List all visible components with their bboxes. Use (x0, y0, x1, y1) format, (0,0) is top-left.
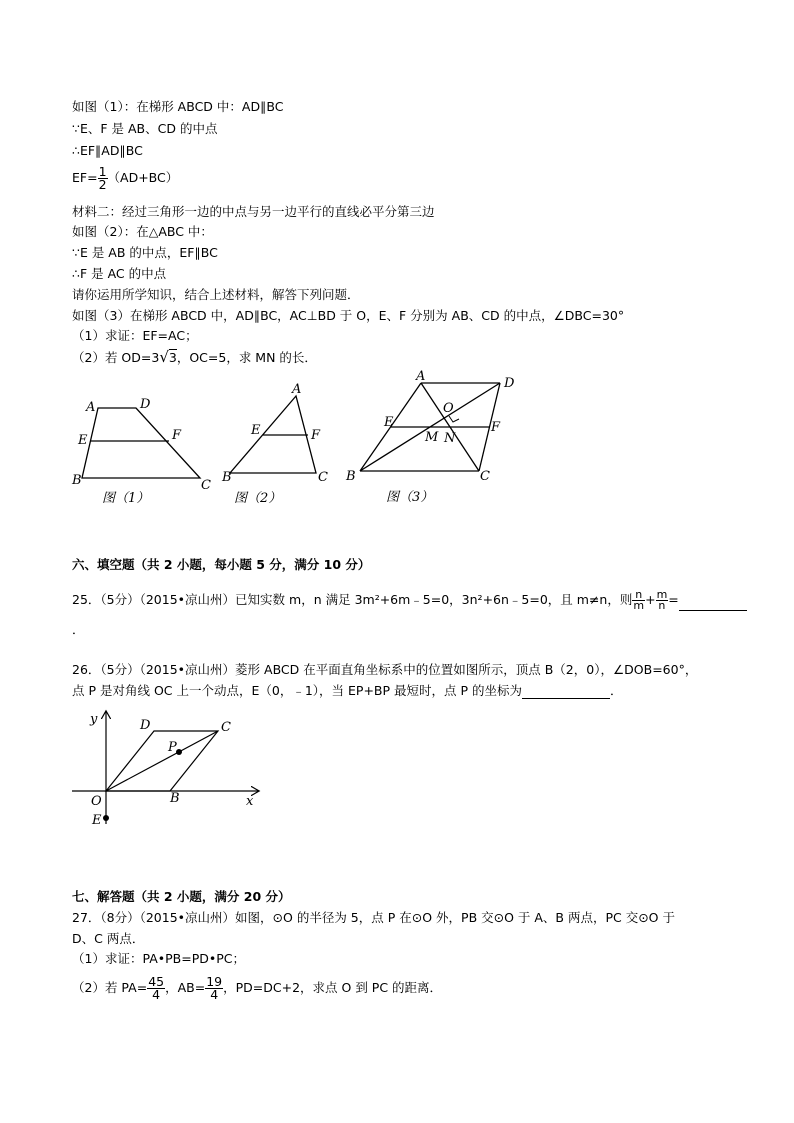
ef-label: EF= (72, 170, 98, 185)
label-m: M (425, 430, 439, 445)
q26-end: ． (610, 683, 623, 698)
caption-2: 图（2） (234, 491, 282, 506)
q26-text: 点 P 是对角线 OC 上一个动点，E（0，﹣1），当 EP+BP 最短时，点 P 的坐标为 (72, 683, 523, 698)
label-b: B (72, 473, 82, 488)
material-line-6: 如图（2）：在△ABC 中： (72, 224, 213, 239)
trapezoid-abcd (82, 408, 200, 478)
label-a: A (292, 382, 302, 397)
point-e (103, 815, 109, 821)
material-line-8: ∴F 是 AC 的中点 (72, 266, 167, 281)
label-f: F (311, 428, 321, 443)
material-line-9: 请你运用所学知识，结合上述材料，解答下列问题． (72, 287, 360, 302)
figure-1 (68, 392, 218, 510)
fraction-n-over-m: $\frac{n}{m}$ (633, 588, 645, 612)
plus-sign: + (645, 592, 656, 607)
label-b: B (222, 470, 232, 485)
caption-3: 图（3） (386, 490, 434, 505)
label-x: x (246, 794, 254, 809)
material-line-2: ∵E、F 是 AB、CD 的中点 (72, 121, 218, 136)
half-fraction: $\frac{1}{2}$ (98, 164, 107, 192)
sqrt-symbol: √ (159, 348, 169, 366)
label-e: E (92, 813, 102, 828)
question-27-part-1: （1）求证：PA•PB=PD•PC； (72, 951, 246, 966)
q2-prefix: （2）若 OD=3 (72, 350, 160, 365)
material-question-2 (72, 349, 317, 366)
label-d: D (504, 376, 515, 391)
right-angle-mark (449, 416, 459, 422)
point-p (176, 749, 182, 755)
pa-label: （2）若 PA= (72, 980, 148, 995)
q27-suffix: ，PD=DC+2，求点 O 到 PC 的距离． (223, 980, 443, 995)
material-line-3: ∴EF∥AD∥BC (72, 143, 143, 158)
pa-fraction: $\frac{45}{4}$ (148, 974, 165, 1002)
material-line-7: ∵E 是 AB 的中点，EF∥BC (72, 245, 218, 260)
figure-3 (340, 368, 525, 510)
label-p: P (168, 740, 177, 755)
answer-blank-25[interactable] (679, 598, 747, 611)
question-26-line-1: 26．（5分）（2015•凉山州）菱形 ABCD 在平面直角坐标系中的位置如图所示，顶点 B（2，0），∠DOB=60°， (72, 662, 698, 677)
material-line-1: 如图（1）：在梯形 ABCD 中：AD∥BC (72, 99, 284, 114)
question-25 (72, 590, 747, 611)
label-c: C (201, 478, 211, 493)
label-c: C (480, 469, 490, 484)
answer-blank-26[interactable] (522, 686, 610, 699)
label-c: C (221, 720, 231, 735)
question-27-line-2: D、C 两点． (72, 931, 145, 946)
equals-sign: = (668, 592, 679, 607)
q25-end: ． (72, 622, 85, 637)
label-b: B (170, 791, 180, 806)
question-27-line-1: 27．（8分）（2015•凉山州）如图，⊙O 的半径为 5，点 P 在⊙O 外，PB 交⊙O 于 A、B 两点，PC 交⊙O 于 (72, 910, 675, 925)
label-o: O (91, 794, 102, 809)
question-26-line-2 (72, 683, 623, 699)
material-question-1: （1）求证：EF=AC； (72, 328, 198, 343)
ab-fraction: $\frac{19}{4}$ (206, 974, 223, 1002)
label-y: y (90, 712, 98, 727)
label-a: A (86, 400, 96, 415)
q25-text: 25．（5分）（2015•凉山州）已知实数 m，n 满足 3m²+6m﹣5=0，3n²+6n﹣5=0，且 m≠n，则 (72, 592, 633, 607)
label-c: C (318, 470, 328, 485)
material-line-5: 材料二：经过三角形一边的中点与另一边平行的直线必平分第三边 (72, 204, 435, 219)
label-d: D (140, 397, 151, 412)
label-a: A (416, 369, 426, 384)
label-f: F (172, 428, 182, 443)
rhombus-figure (66, 706, 266, 836)
label-d: D (140, 718, 151, 733)
sqrt-radicand: 3 (168, 350, 177, 365)
material-line-4 (72, 166, 178, 191)
label-o: O (443, 401, 454, 416)
section-7-heading: 七、解答题（共 2 小题，满分 20 分） (72, 889, 291, 904)
label-b: B (346, 469, 356, 484)
diagonal-oc (106, 731, 218, 791)
caption-1: 图（1） (102, 491, 150, 506)
fraction-m-over-n: $\frac{m}{n}$ (656, 588, 668, 612)
ab-label: ，AB= (165, 980, 206, 995)
section-6-heading: 六、填空题（共 2 小题，每小题 5 分，满分 10 分） (72, 557, 371, 572)
label-e: E (78, 433, 88, 448)
ef-sum: （AD+BC） (107, 170, 179, 185)
material-line-10: 如图（3）在梯形 ABCD 中，AD∥BC，AC⊥BD 于 O，E、F 分别为 AB、CD 的中点，∠DBC=30° (72, 308, 625, 323)
label-f: F (491, 420, 501, 435)
q2-suffix: ，OC=5，求 MN 的长． (176, 350, 317, 365)
label-n: N (444, 431, 456, 446)
figure-2 (218, 380, 338, 510)
label-e: E (251, 423, 261, 438)
label-e: E (384, 415, 394, 430)
question-27-part-2 (72, 976, 442, 1001)
